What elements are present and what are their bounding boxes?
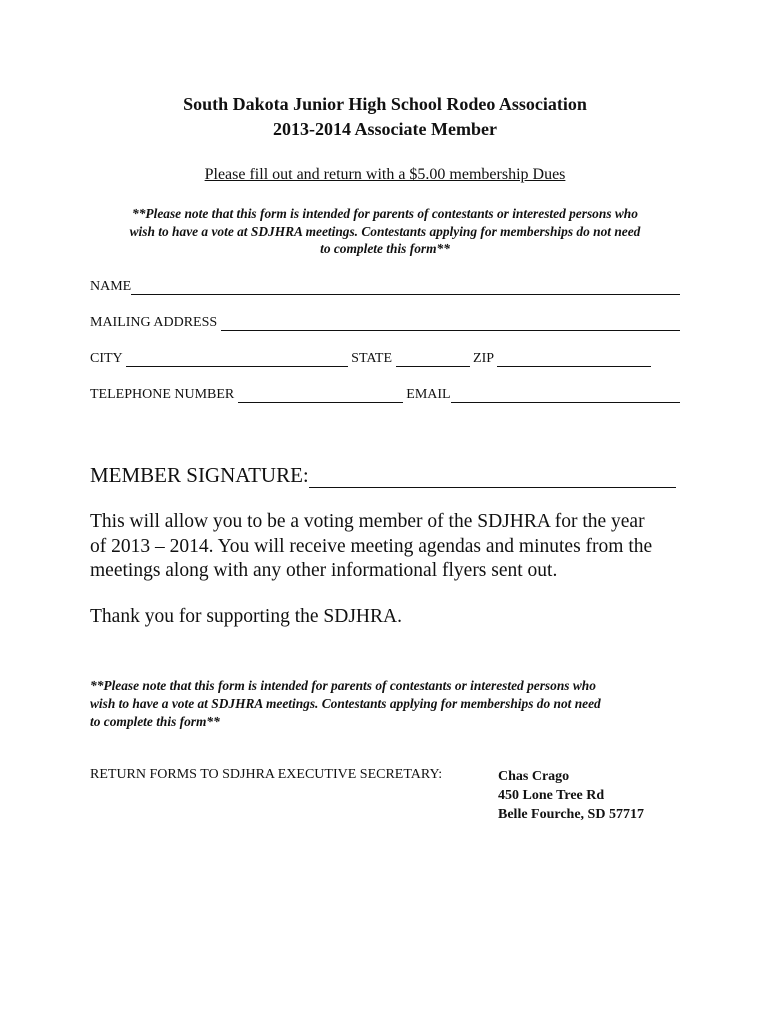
city-line[interactable]: [126, 352, 348, 367]
signature-label: MEMBER SIGNATURE:: [90, 463, 309, 487]
city-label: CITY: [90, 351, 126, 366]
paragraph-line: of 2013 – 2014. You will receive meeting agendas and minutes from the: [90, 535, 653, 557]
note-bottom-line: wish to have a vote at SDJHRA meetings. Contestants applying for memberships do not need: [90, 695, 601, 711]
name-field-row: [90, 277, 680, 295]
mailing-address-line[interactable]: [221, 316, 680, 331]
paragraph-line: This will allow you to be a voting member of the SDJHRA for the year: [90, 511, 645, 532]
note-top-line: wish to have a vote at SDJHRA meetings. Contestants applying for memberships do not need: [129, 223, 641, 239]
mailing-field-row: [90, 313, 680, 331]
form-title: South Dakota Junior High School Rodeo Association: [183, 94, 587, 114]
signature-line[interactable]: [309, 465, 676, 488]
telephone-label: TELEPHONE NUMBER: [90, 387, 238, 402]
state-line[interactable]: [396, 352, 470, 367]
zip-line[interactable]: [497, 352, 651, 367]
mailing-address-label: MAILING ADDRESS: [90, 315, 221, 330]
email-label: EMAIL: [402, 387, 451, 402]
dues-instruction-text: Please fill out and return with a $5.00 membership Dues: [204, 166, 566, 183]
telephone-line[interactable]: [238, 388, 403, 403]
zip-label: ZIP: [469, 351, 498, 366]
secretary-name: Chas Crago: [498, 769, 570, 784]
secretary-city-state-zip: Belle Fourche, SD 57717: [498, 807, 644, 822]
city-state-zip-row: [90, 349, 680, 367]
note-bottom-line: to complete this form**: [90, 713, 220, 729]
email-line[interactable]: [451, 388, 680, 403]
voting-member-paragraph: [90, 510, 690, 584]
note-bottom: [90, 677, 680, 730]
secretary-address: [498, 767, 644, 824]
note-top: [92, 205, 678, 258]
note-top-line: to complete this form**: [320, 241, 450, 256]
dues-instruction: [0, 166, 770, 184]
phone-email-row: [90, 385, 680, 403]
name-line[interactable]: [131, 280, 680, 295]
note-bottom-line: **Please note that this form is intended for parents of contestants or interested persons who: [90, 678, 596, 693]
thank-you-paragraph: Thank you for supporting the SDJHRA.: [90, 606, 402, 627]
state-label: STATE: [347, 351, 396, 366]
return-forms-label: RETURN FORMS TO SDJHRA EXECUTIVE SECRETARY:: [90, 767, 443, 782]
paragraph-line: meetings along with any other informational flyers sent out.: [90, 560, 558, 581]
note-top-line: **Please note that this form is intended for parents of contestants or interested persons who: [132, 206, 638, 221]
secretary-street: 450 Lone Tree Rd: [498, 788, 605, 803]
form-subtitle: 2013-2014 Associate Member: [273, 119, 497, 139]
name-label: NAME: [90, 279, 132, 294]
signature-row: [90, 460, 676, 488]
